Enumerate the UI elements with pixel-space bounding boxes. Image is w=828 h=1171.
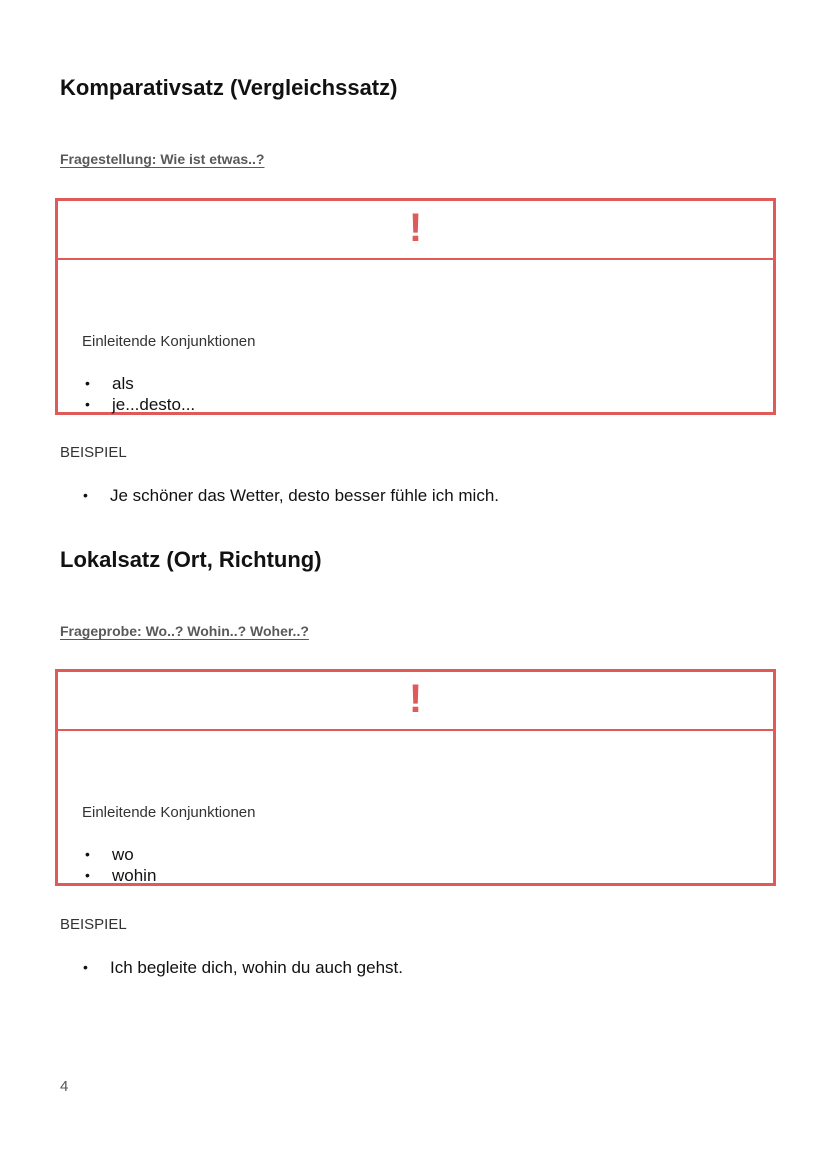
- notice-box-header: [58, 672, 773, 731]
- conjunctions-list: [82, 844, 156, 886]
- question-prompt: Frageprobe: Wo..? Wohin..? Woher..?: [60, 623, 309, 639]
- conjunctions-list: [82, 373, 195, 415]
- list-item: • Je schöner das Wetter, desto besser fühle ich mich.: [80, 485, 499, 506]
- question-prompt: Fragestellung: Wie ist etwas..?: [60, 151, 265, 167]
- example-label: BEISPIEL: [60, 444, 127, 461]
- list-item: • Ich begleite dich, wohin du auch gehst.: [80, 957, 403, 978]
- exclamation-icon: !: [408, 676, 423, 721]
- section-title: Komparativsatz (Vergleichssatz): [60, 75, 398, 100]
- notice-box: [55, 198, 776, 415]
- example-label: BEISPIEL: [60, 916, 127, 933]
- exclamation-icon: !: [408, 205, 423, 250]
- list-item: • wo: [82, 844, 156, 865]
- example-list: [80, 485, 499, 506]
- notice-box: [55, 669, 776, 886]
- conjunctions-label: Einleitende Konjunktionen: [82, 333, 256, 350]
- section-title: Lokalsatz (Ort, Richtung): [60, 547, 322, 572]
- list-item: • wohin: [82, 865, 156, 886]
- notice-box-header: [58, 201, 773, 260]
- page-number: 4: [60, 1078, 69, 1095]
- example-list: [80, 957, 403, 978]
- list-item: • als: [82, 373, 195, 394]
- conjunctions-label: Einleitende Konjunktionen: [82, 804, 256, 821]
- list-item: • je...desto...: [82, 394, 195, 415]
